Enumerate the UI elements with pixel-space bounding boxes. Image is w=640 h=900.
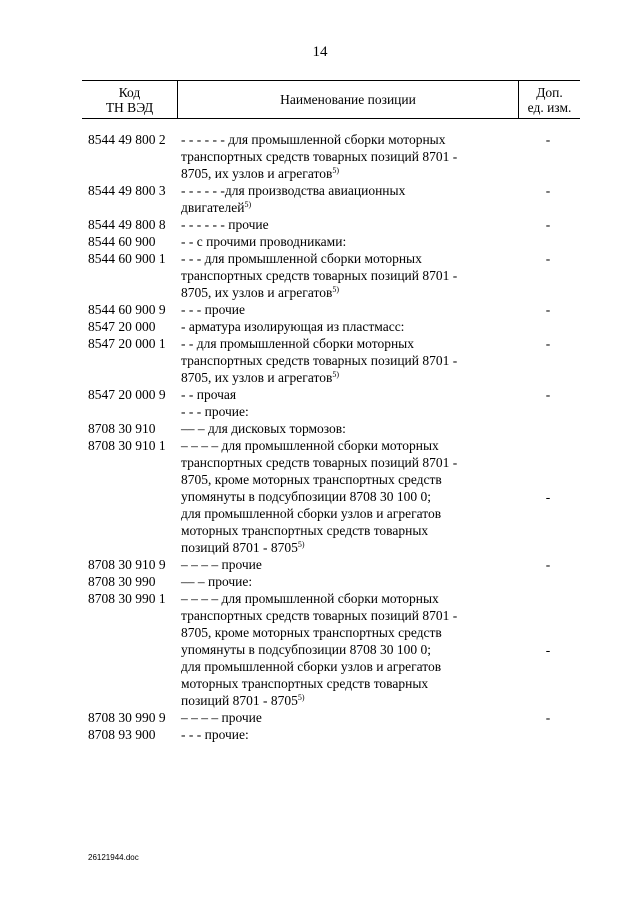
row-name-text: транспортных средств товарных позиций 8701 -	[181, 149, 458, 164]
row-name	[181, 386, 521, 403]
row-name-line	[181, 199, 521, 216]
row-name	[181, 726, 521, 743]
row-name-line	[181, 437, 521, 454]
row-unit: -	[545, 710, 551, 725]
row-name	[181, 403, 521, 420]
row-name-text: упомянуты в подсубпозиции 8708 30 100 0;	[181, 489, 431, 504]
row-name-line	[181, 539, 521, 556]
row-name	[181, 182, 521, 216]
table-row	[0, 301, 640, 318]
row-name	[181, 335, 521, 386]
row-name-text: упомянуты в подсубпозиции 8708 30 100 0;	[181, 642, 431, 657]
footnote-mark: 5)	[297, 540, 305, 549]
header-code-line: Код	[118, 84, 141, 100]
row-name-line	[181, 590, 521, 607]
row-code: 8708 30 990 9	[88, 710, 166, 725]
table-row	[0, 335, 640, 386]
row-name	[181, 556, 521, 573]
row-name	[181, 301, 521, 318]
row-name-line	[181, 420, 521, 437]
row-name-text: - - - для промышленной сборки моторных	[181, 251, 422, 266]
row-unit: -	[545, 336, 551, 351]
row-name-text: - - - - - - прочие	[181, 217, 269, 232]
row-code: 8544 49 800 3	[88, 183, 166, 198]
header-unit-line: Доп.	[536, 84, 563, 100]
row-name-line	[181, 709, 521, 726]
row-name-line	[181, 335, 521, 352]
row-name-text: - - прочая	[181, 387, 237, 402]
row-code: 8708 30 910 9	[88, 557, 166, 572]
row-name-line	[181, 216, 521, 233]
row-name	[181, 709, 521, 726]
row-name-line	[181, 692, 521, 709]
row-code: 8547 20 000 1	[88, 336, 166, 351]
row-code: 8708 30 990 1	[88, 591, 166, 606]
page-number: 14	[312, 44, 328, 60]
row-unit: -	[545, 387, 551, 402]
row-name-text: 8705, их узлов и агрегатов	[181, 166, 333, 181]
row-name-line	[181, 607, 521, 624]
row-code: 8547 20 000	[88, 319, 156, 334]
row-name-text: транспортных средств товарных позиций 8701 -	[181, 608, 458, 623]
row-name-line	[181, 505, 521, 522]
row-name	[181, 233, 521, 250]
row-name-line	[181, 386, 521, 403]
row-unit: -	[545, 251, 551, 266]
row-unit: -	[545, 217, 551, 232]
row-name-line	[181, 250, 521, 267]
row-name-line	[181, 658, 521, 675]
row-name-text: транспортных средств товарных позиций 8701 -	[181, 455, 458, 470]
footnote-mark: 5)	[332, 285, 339, 294]
header-unit-line: ед. изм.	[527, 99, 572, 115]
row-name-line	[181, 352, 521, 369]
table-body	[0, 131, 640, 743]
row-name	[181, 590, 521, 709]
header-name: Наименование позиции	[178, 81, 519, 118]
row-name-text: 8705, кроме моторных транспортных средств	[181, 625, 442, 640]
row-code: 8547 20 000 9	[88, 387, 166, 402]
row-name-text: - - - прочие:	[181, 404, 249, 419]
row-name	[181, 573, 521, 590]
row-name-text: для промышленной сборки узлов и агрегатов	[181, 506, 442, 521]
row-name-line	[181, 182, 521, 199]
table-row	[0, 318, 640, 335]
row-name-line	[181, 488, 521, 505]
row-code: 8544 60 900 1	[88, 251, 166, 266]
row-name	[181, 131, 521, 182]
row-name-text: транспортных средств товарных позиций 8701 -	[181, 353, 458, 368]
row-name-line	[181, 454, 521, 471]
row-name-text: – – – – для промышленной сборки моторных	[181, 591, 439, 606]
row-name-text: позиций 8701 - 8705	[181, 540, 298, 555]
header-code	[82, 81, 178, 118]
row-name-text: –– – прочие:	[181, 574, 253, 589]
row-name-line	[181, 267, 521, 284]
table-row	[0, 437, 640, 556]
row-name-text: - арматура изолирующая из пластмасс:	[181, 319, 405, 334]
footnote-mark: 5)	[332, 370, 339, 379]
row-name-line	[181, 624, 521, 641]
table-header	[82, 80, 580, 119]
table-row	[0, 250, 640, 301]
row-name-line	[181, 522, 521, 539]
row-unit: -	[545, 302, 551, 317]
row-unit: -	[545, 132, 551, 147]
row-name-text: - - - прочие:	[181, 727, 249, 742]
row-name-text: - - с прочими проводниками:	[181, 234, 347, 249]
row-name-text: моторных транспортных средств товарных	[181, 676, 429, 691]
table-row	[0, 233, 640, 250]
footnote-mark: 5)	[297, 693, 305, 702]
row-name-text: 8705, их узлов и агрегатов	[181, 370, 333, 385]
row-name	[181, 437, 521, 556]
row-code: 8544 60 900 9	[88, 302, 166, 317]
row-code: 8708 93 900	[88, 727, 156, 742]
row-unit: -	[545, 489, 551, 504]
row-name-text: транспортных средств товарных позиций 8701 -	[181, 268, 458, 283]
row-unit: -	[545, 183, 551, 198]
row-name-line	[181, 369, 521, 386]
row-name-text: – – – – прочие	[181, 557, 262, 572]
row-name-text: – – – – для промышленной сборки моторных	[181, 438, 439, 453]
footer-filename: 26121944.doc	[88, 853, 139, 862]
footnote-mark: 5)	[244, 200, 252, 209]
table-row	[0, 182, 640, 216]
row-name-text: двигателей	[181, 200, 245, 215]
row-name-line	[181, 284, 521, 301]
table-row	[0, 726, 640, 743]
row-name-line	[181, 471, 521, 488]
row-name-text: - - - - - -для производства авиационных	[181, 183, 406, 198]
row-name-line	[181, 556, 521, 573]
row-name-text: –– – для дисковых тормозов:	[181, 421, 346, 436]
row-code: 8708 30 990	[88, 574, 156, 589]
row-name-line	[181, 233, 521, 250]
row-name-line	[181, 403, 521, 420]
row-code: 8708 30 910	[88, 421, 156, 436]
row-name-text: для промышленной сборки узлов и агрегатов	[181, 659, 442, 674]
table-row	[0, 131, 640, 182]
row-code: 8544 49 800 2	[88, 132, 166, 147]
row-name-line	[181, 318, 521, 335]
row-name-line	[181, 573, 521, 590]
row-name-line	[181, 675, 521, 692]
row-name-text: 8705, их узлов и агрегатов	[181, 285, 333, 300]
table-row	[0, 709, 640, 726]
row-name	[181, 318, 521, 335]
row-name-text: - - - прочие	[181, 302, 245, 317]
row-name-line	[181, 641, 521, 658]
row-code: 8708 30 910 1	[88, 438, 166, 453]
row-name	[181, 216, 521, 233]
row-name-text: - - для промышленной сборки моторных	[181, 336, 415, 351]
row-name-text: – – – – прочие	[181, 710, 262, 725]
row-code: 8544 60 900	[88, 234, 156, 249]
row-name-line	[181, 165, 521, 182]
header-code-line: ТН ВЭД	[105, 99, 154, 115]
table-row	[0, 386, 640, 403]
row-name	[181, 420, 521, 437]
table-row	[0, 573, 640, 590]
row-code: 8544 49 800 8	[88, 217, 166, 232]
row-name-text: моторных транспортных средств товарных	[181, 523, 429, 538]
table-row	[0, 216, 640, 233]
row-name-line	[181, 131, 521, 148]
table-row	[0, 403, 640, 420]
row-name-line	[181, 726, 521, 743]
row-name-line	[181, 148, 521, 165]
row-name	[181, 250, 521, 301]
row-name-text: 8705, кроме моторных транспортных средств	[181, 472, 442, 487]
table-row	[0, 420, 640, 437]
row-name-text: позиций 8701 - 8705	[181, 693, 298, 708]
row-unit: -	[545, 642, 551, 657]
row-unit: -	[545, 557, 551, 572]
table-row	[0, 556, 640, 573]
table-row	[0, 590, 640, 709]
footnote-mark: 5)	[332, 166, 339, 175]
row-name-line	[181, 301, 521, 318]
row-name-text: - - - - - - для промышленной сборки моторных	[181, 132, 446, 147]
header-unit	[519, 81, 580, 118]
